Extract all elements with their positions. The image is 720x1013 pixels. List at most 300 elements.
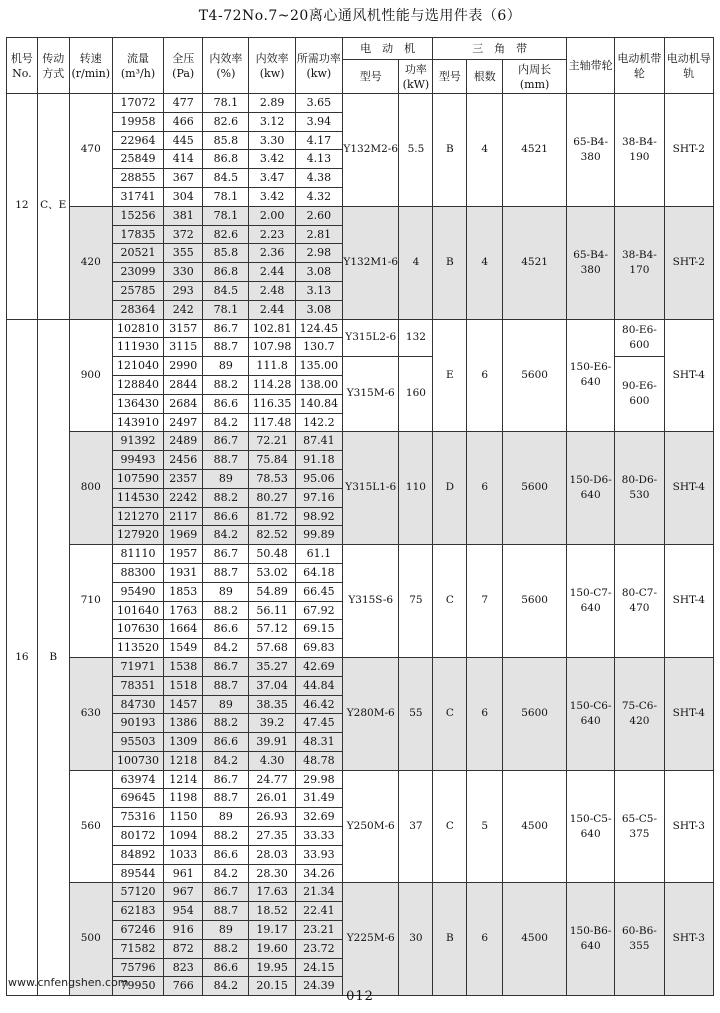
- motor-rail-cell: SHT-4: [664, 319, 713, 432]
- pressure-cell: 1664: [164, 620, 203, 639]
- efficiency-cell: 88.7: [203, 902, 249, 921]
- pressure-cell: 961: [164, 864, 203, 883]
- motor-power-cell: 75: [399, 545, 433, 658]
- efficiency-cell: 86.8: [203, 150, 249, 169]
- speed-cell: 560: [69, 770, 112, 883]
- efficiency-cell: 86.7: [203, 657, 249, 676]
- required-power-cell: 66.45: [295, 582, 342, 601]
- efficiency-cell: 78.1: [203, 206, 249, 225]
- pressure-cell: 2990: [164, 357, 203, 376]
- required-power-cell: 97.16: [295, 488, 342, 507]
- flow-cell: 20521: [112, 244, 163, 263]
- belt-count-cell: 6: [467, 657, 503, 770]
- efficiency-cell: 86.7: [203, 883, 249, 902]
- belt-type-cell: C: [433, 657, 467, 770]
- pressure-cell: 766: [164, 977, 203, 996]
- internal-power-cell: 19.95: [249, 958, 295, 977]
- efficiency-cell: 86.7: [203, 770, 249, 789]
- motor-model-cell: Y315S-6: [342, 545, 399, 658]
- pressure-cell: 1763: [164, 601, 203, 620]
- internal-power-cell: 26.01: [249, 789, 295, 808]
- pressure-cell: 445: [164, 131, 203, 150]
- speed-cell: 630: [69, 657, 112, 770]
- belt-count-cell: 6: [467, 883, 503, 996]
- internal-power-cell: 27.35: [249, 827, 295, 846]
- pressure-cell: 2117: [164, 507, 203, 526]
- flow-cell: 62183: [112, 902, 163, 921]
- drive-cell: B: [37, 319, 69, 996]
- required-power-cell: 4.38: [295, 169, 342, 188]
- belt-count-cell: 6: [467, 432, 503, 545]
- internal-power-cell: 3.47: [249, 169, 295, 188]
- pressure-cell: 477: [164, 94, 203, 113]
- efficiency-cell: 88.2: [203, 375, 249, 394]
- belt-type-cell: C: [433, 545, 467, 658]
- required-power-cell: 42.69: [295, 657, 342, 676]
- flow-cell: 79950: [112, 977, 163, 996]
- pressure-cell: 2844: [164, 375, 203, 394]
- pressure-cell: 1931: [164, 563, 203, 582]
- spindle-pulley-cell: 150-C6-640: [566, 657, 614, 770]
- flow-cell: 95490: [112, 582, 163, 601]
- pressure-cell: 304: [164, 187, 203, 206]
- table-row: [7, 770, 714, 789]
- efficiency-cell: 85.8: [203, 131, 249, 150]
- flow-cell: 95503: [112, 733, 163, 752]
- speed-cell: 710: [69, 545, 112, 658]
- pressure-cell: 967: [164, 883, 203, 902]
- belt-count-cell: 7: [467, 545, 503, 658]
- pressure-cell: 2456: [164, 451, 203, 470]
- required-power-cell: 64.18: [295, 563, 342, 582]
- internal-power-cell: 50.48: [249, 545, 295, 564]
- required-power-cell: 91.18: [295, 451, 342, 470]
- pressure-cell: 3157: [164, 319, 203, 338]
- required-power-cell: 48.78: [295, 751, 342, 770]
- header-belt-type: 型号: [433, 60, 467, 94]
- efficiency-cell: 88.2: [203, 601, 249, 620]
- internal-power-cell: 102.81: [249, 319, 295, 338]
- efficiency-cell: 84.2: [203, 977, 249, 996]
- belt-type-cell: C: [433, 770, 467, 883]
- pressure-cell: 1309: [164, 733, 203, 752]
- table-body: [7, 94, 714, 996]
- efficiency-cell: 84.5: [203, 169, 249, 188]
- efficiency-cell: 88.7: [203, 451, 249, 470]
- required-power-cell: 23.21: [295, 921, 342, 940]
- efficiency-cell: 84.2: [203, 864, 249, 883]
- fan-performance-table: [6, 37, 714, 996]
- header-motor-model: 型号: [342, 60, 399, 94]
- required-power-cell: 2.60: [295, 206, 342, 225]
- belt-length-cell: 4521: [503, 206, 567, 319]
- motor-power-cell: 110: [399, 432, 433, 545]
- motor-rail-cell: SHT-2: [664, 206, 713, 319]
- pressure-cell: 466: [164, 112, 203, 131]
- motor-rail-cell: SHT-4: [664, 432, 713, 545]
- flow-cell: 100730: [112, 751, 163, 770]
- flow-cell: 99493: [112, 451, 163, 470]
- flow-cell: 15256: [112, 206, 163, 225]
- flow-cell: 114530: [112, 488, 163, 507]
- motor-pulley-cell: 80-E6-600: [615, 319, 664, 357]
- header-required-power: 所需功率 (kw): [295, 38, 342, 94]
- required-power-cell: 4.13: [295, 150, 342, 169]
- internal-power-cell: 39.91: [249, 733, 295, 752]
- flow-cell: 84730: [112, 695, 163, 714]
- motor-pulley-cell: 75-C6-420: [615, 657, 664, 770]
- belt-type-cell: E: [433, 319, 467, 432]
- machine-no-cell: 16: [7, 319, 38, 996]
- internal-power-cell: 3.42: [249, 150, 295, 169]
- internal-power-cell: 57.68: [249, 639, 295, 658]
- flow-cell: 25849: [112, 150, 163, 169]
- efficiency-cell: 86.7: [203, 545, 249, 564]
- belt-type-cell: B: [433, 206, 467, 319]
- internal-power-cell: 117.48: [249, 413, 295, 432]
- required-power-cell: 31.49: [295, 789, 342, 808]
- flow-cell: 63974: [112, 770, 163, 789]
- required-power-cell: 3.08: [295, 300, 342, 319]
- motor-pulley-cell: 60-B6-355: [615, 883, 664, 996]
- flow-cell: 28855: [112, 169, 163, 188]
- efficiency-cell: 86.6: [203, 958, 249, 977]
- efficiency-cell: 78.1: [203, 300, 249, 319]
- belt-count-cell: 5: [467, 770, 503, 883]
- internal-power-cell: 2.48: [249, 281, 295, 300]
- internal-power-cell: 35.27: [249, 657, 295, 676]
- header-spindle-pulley: 主轴带轮: [566, 38, 614, 94]
- pressure-cell: 414: [164, 150, 203, 169]
- flow-cell: 121270: [112, 507, 163, 526]
- internal-power-cell: 107.98: [249, 338, 295, 357]
- pressure-cell: 1033: [164, 845, 203, 864]
- pressure-cell: 3115: [164, 338, 203, 357]
- pressure-cell: 823: [164, 958, 203, 977]
- internal-power-cell: 3.30: [249, 131, 295, 150]
- motor-model-cell: Y315L1-6: [342, 432, 399, 545]
- motor-power-cell: 4: [399, 206, 433, 319]
- required-power-cell: 124.45: [295, 319, 342, 338]
- internal-power-cell: 39.2: [249, 714, 295, 733]
- motor-power-cell: 30: [399, 883, 433, 996]
- required-power-cell: 135.00: [295, 357, 342, 376]
- required-power-cell: 4.32: [295, 187, 342, 206]
- required-power-cell: 23.72: [295, 939, 342, 958]
- internal-power-cell: 28.30: [249, 864, 295, 883]
- belt-length-cell: 4500: [503, 770, 567, 883]
- belt-length-cell: 4500: [503, 883, 567, 996]
- motor-pulley-cell: 65-C5-375: [615, 770, 664, 883]
- pressure-cell: 1214: [164, 770, 203, 789]
- speed-cell: 470: [69, 94, 112, 207]
- flow-cell: 128840: [112, 375, 163, 394]
- pressure-cell: 1549: [164, 639, 203, 658]
- belt-length-cell: 5600: [503, 657, 567, 770]
- belt-length-cell: 5600: [503, 432, 567, 545]
- header-flow: 流量 (m³/h): [112, 38, 163, 94]
- pressure-cell: 1457: [164, 695, 203, 714]
- flow-cell: 111930: [112, 338, 163, 357]
- internal-power-cell: 78.53: [249, 469, 295, 488]
- flow-cell: 107630: [112, 620, 163, 639]
- page-number: 012: [346, 989, 374, 1004]
- efficiency-cell: 86.8: [203, 263, 249, 282]
- required-power-cell: 87.41: [295, 432, 342, 451]
- header-machine-no: 机号 No.: [7, 38, 38, 94]
- required-power-cell: 142.2: [295, 413, 342, 432]
- required-power-cell: 4.17: [295, 131, 342, 150]
- table-row: [7, 432, 714, 451]
- motor-model-cell: Y250M-6: [342, 770, 399, 883]
- required-power-cell: 2.81: [295, 225, 342, 244]
- header-drive: 传动方式: [37, 38, 69, 94]
- flow-cell: 113520: [112, 639, 163, 658]
- efficiency-cell: 88.2: [203, 488, 249, 507]
- flow-cell: 143910: [112, 413, 163, 432]
- pressure-cell: 916: [164, 921, 203, 940]
- pressure-cell: 2357: [164, 469, 203, 488]
- required-power-cell: 99.89: [295, 526, 342, 545]
- pressure-cell: 367: [164, 169, 203, 188]
- required-power-cell: 32.69: [295, 808, 342, 827]
- efficiency-cell: 86.6: [203, 845, 249, 864]
- flow-cell: 102810: [112, 319, 163, 338]
- efficiency-cell: 89: [203, 469, 249, 488]
- motor-rail-cell: SHT-3: [664, 770, 713, 883]
- efficiency-cell: 82.6: [203, 112, 249, 131]
- pressure-cell: 1150: [164, 808, 203, 827]
- required-power-cell: 61.1: [295, 545, 342, 564]
- flow-cell: 19958: [112, 112, 163, 131]
- pressure-cell: 355: [164, 244, 203, 263]
- efficiency-cell: 84.2: [203, 751, 249, 770]
- motor-rail-cell: SHT-4: [664, 657, 713, 770]
- footer-url: www.cnfengshen.com: [8, 976, 129, 989]
- pressure-cell: 1094: [164, 827, 203, 846]
- efficiency-cell: 84.5: [203, 281, 249, 300]
- header-speed: 转速 (r/min): [69, 38, 112, 94]
- header-motor-group: 电 动 机: [342, 38, 432, 60]
- internal-power-cell: 2.89: [249, 94, 295, 113]
- motor-model-cell: Y132M1-6: [342, 206, 399, 319]
- required-power-cell: 69.15: [295, 620, 342, 639]
- internal-power-cell: 75.84: [249, 451, 295, 470]
- efficiency-cell: 89: [203, 695, 249, 714]
- flow-cell: 88300: [112, 563, 163, 582]
- flow-cell: 17072: [112, 94, 163, 113]
- page-title: T4-72No.7~20离心通风机性能与选用件表（6）: [198, 8, 522, 24]
- motor-model-cell: Y225M-6: [342, 883, 399, 996]
- efficiency-cell: 86.7: [203, 432, 249, 451]
- internal-power-cell: 116.35: [249, 394, 295, 413]
- spindle-pulley-cell: 150-C7-640: [566, 545, 614, 658]
- required-power-cell: 67.92: [295, 601, 342, 620]
- required-power-cell: 3.08: [295, 263, 342, 282]
- speed-cell: 500: [69, 883, 112, 996]
- belt-count-cell: 4: [467, 94, 503, 207]
- internal-power-cell: 26.93: [249, 808, 295, 827]
- required-power-cell: 47.45: [295, 714, 342, 733]
- motor-model-cell: Y132M2-6: [342, 94, 399, 207]
- required-power-cell: 130.7: [295, 338, 342, 357]
- efficiency-cell: 82.6: [203, 225, 249, 244]
- motor-model-cell: Y315L2-6: [342, 319, 399, 357]
- required-power-cell: 98.92: [295, 507, 342, 526]
- internal-power-cell: 56.11: [249, 601, 295, 620]
- internal-power-cell: 111.8: [249, 357, 295, 376]
- flow-cell: 17835: [112, 225, 163, 244]
- pressure-cell: 1853: [164, 582, 203, 601]
- internal-power-cell: 3.42: [249, 187, 295, 206]
- flow-cell: 57120: [112, 883, 163, 902]
- speed-cell: 900: [69, 319, 112, 432]
- header-belt-group: 三 角 带: [433, 38, 567, 60]
- internal-power-cell: 82.52: [249, 526, 295, 545]
- header-motor-rail: 电动机导轨: [664, 38, 713, 94]
- motor-rail-cell: SHT-3: [664, 883, 713, 996]
- internal-power-cell: 81.72: [249, 507, 295, 526]
- pressure-cell: 954: [164, 902, 203, 921]
- efficiency-cell: 78.1: [203, 94, 249, 113]
- internal-power-cell: 2.44: [249, 263, 295, 282]
- required-power-cell: 34.26: [295, 864, 342, 883]
- flow-cell: 22964: [112, 131, 163, 150]
- internal-power-cell: 17.63: [249, 883, 295, 902]
- internal-power-cell: 2.44: [249, 300, 295, 319]
- motor-pulley-cell: 38-B4-170: [615, 206, 664, 319]
- required-power-cell: 33.93: [295, 845, 342, 864]
- flow-cell: 121040: [112, 357, 163, 376]
- required-power-cell: 138.00: [295, 375, 342, 394]
- efficiency-cell: 89: [203, 582, 249, 601]
- motor-model-cell: Y280M-6: [342, 657, 399, 770]
- motor-power-cell: 132: [399, 319, 433, 357]
- header-pressure: 全压 (Pa): [164, 38, 203, 94]
- required-power-cell: 24.39: [295, 977, 342, 996]
- flow-cell: 136430: [112, 394, 163, 413]
- efficiency-cell: 86.6: [203, 507, 249, 526]
- table-row: [7, 206, 714, 225]
- required-power-cell: 24.15: [295, 958, 342, 977]
- efficiency-cell: 89: [203, 921, 249, 940]
- pressure-cell: 2497: [164, 413, 203, 432]
- flow-cell: 69645: [112, 789, 163, 808]
- motor-power-cell: 5.5: [399, 94, 433, 207]
- header-efficiency: 内效率 (%): [203, 38, 249, 94]
- motor-power-cell: 160: [399, 357, 433, 432]
- internal-power-cell: 24.77: [249, 770, 295, 789]
- required-power-cell: 22.41: [295, 902, 342, 921]
- efficiency-cell: 88.7: [203, 338, 249, 357]
- pressure-cell: 1538: [164, 657, 203, 676]
- header-motor-pulley: 电动机带轮: [615, 38, 664, 94]
- efficiency-cell: 86.6: [203, 394, 249, 413]
- table-row: [7, 94, 714, 113]
- pressure-cell: 1386: [164, 714, 203, 733]
- efficiency-cell: 88.7: [203, 789, 249, 808]
- internal-power-cell: 19.17: [249, 921, 295, 940]
- header-motor-power: 功率 (kW): [399, 60, 433, 94]
- belt-count-cell: 4: [467, 206, 503, 319]
- header-belt-length: 内周长 (mm): [503, 60, 567, 94]
- required-power-cell: 3.65: [295, 94, 342, 113]
- flow-cell: 80172: [112, 827, 163, 846]
- efficiency-cell: 89: [203, 357, 249, 376]
- flow-cell: 67246: [112, 921, 163, 940]
- table-row: [7, 883, 714, 902]
- flow-cell: 90193: [112, 714, 163, 733]
- flow-cell: 107590: [112, 469, 163, 488]
- spindle-pulley-cell: 65-B4-380: [566, 94, 614, 207]
- flow-cell: 71582: [112, 939, 163, 958]
- efficiency-cell: 88.7: [203, 676, 249, 695]
- motor-pulley-cell: 90-E6-600: [615, 357, 664, 432]
- belt-length-cell: 5600: [503, 319, 567, 432]
- belt-length-cell: 5600: [503, 545, 567, 658]
- flow-cell: 89544: [112, 864, 163, 883]
- motor-power-cell: 37: [399, 770, 433, 883]
- required-power-cell: 48.31: [295, 733, 342, 752]
- motor-model-cell: Y315M-6: [342, 357, 399, 432]
- pressure-cell: 2242: [164, 488, 203, 507]
- internal-power-cell: 19.60: [249, 939, 295, 958]
- required-power-cell: 2.98: [295, 244, 342, 263]
- required-power-cell: 95.06: [295, 469, 342, 488]
- flow-cell: 91392: [112, 432, 163, 451]
- motor-rail-cell: SHT-4: [664, 545, 713, 658]
- pressure-cell: 381: [164, 206, 203, 225]
- header-internal-power: 内效率 (kw): [249, 38, 295, 94]
- flow-cell: 28364: [112, 300, 163, 319]
- flow-cell: 31741: [112, 187, 163, 206]
- motor-pulley-cell: 80-C7-470: [615, 545, 664, 658]
- pressure-cell: 2684: [164, 394, 203, 413]
- spindle-pulley-cell: 150-C5-640: [566, 770, 614, 883]
- internal-power-cell: 57.12: [249, 620, 295, 639]
- pressure-cell: 2489: [164, 432, 203, 451]
- required-power-cell: 21.34: [295, 883, 342, 902]
- table-row: [7, 545, 714, 564]
- required-power-cell: 33.33: [295, 827, 342, 846]
- belt-count-cell: 6: [467, 319, 503, 432]
- spindle-pulley-cell: 150-B6-640: [566, 883, 614, 996]
- efficiency-cell: 84.2: [203, 639, 249, 658]
- flow-cell: 25785: [112, 281, 163, 300]
- internal-power-cell: 114.28: [249, 375, 295, 394]
- efficiency-cell: 86.6: [203, 620, 249, 639]
- internal-power-cell: 72.21: [249, 432, 295, 451]
- internal-power-cell: 80.27: [249, 488, 295, 507]
- speed-cell: 800: [69, 432, 112, 545]
- internal-power-cell: 54.89: [249, 582, 295, 601]
- required-power-cell: 3.94: [295, 112, 342, 131]
- spindle-pulley-cell: 150-D6-640: [566, 432, 614, 545]
- drive-cell: C、E: [37, 94, 69, 320]
- required-power-cell: 140.84: [295, 394, 342, 413]
- table-row: [7, 319, 714, 338]
- efficiency-cell: 88.2: [203, 714, 249, 733]
- required-power-cell: 69.83: [295, 639, 342, 658]
- required-power-cell: 44.84: [295, 676, 342, 695]
- pressure-cell: 372: [164, 225, 203, 244]
- speed-cell: 420: [69, 206, 112, 319]
- motor-pulley-cell: 38-B4-190: [615, 94, 664, 207]
- flow-cell: 75316: [112, 808, 163, 827]
- flow-cell: 84892: [112, 845, 163, 864]
- machine-no-cell: 12: [7, 94, 38, 320]
- efficiency-cell: 86.7: [203, 319, 249, 338]
